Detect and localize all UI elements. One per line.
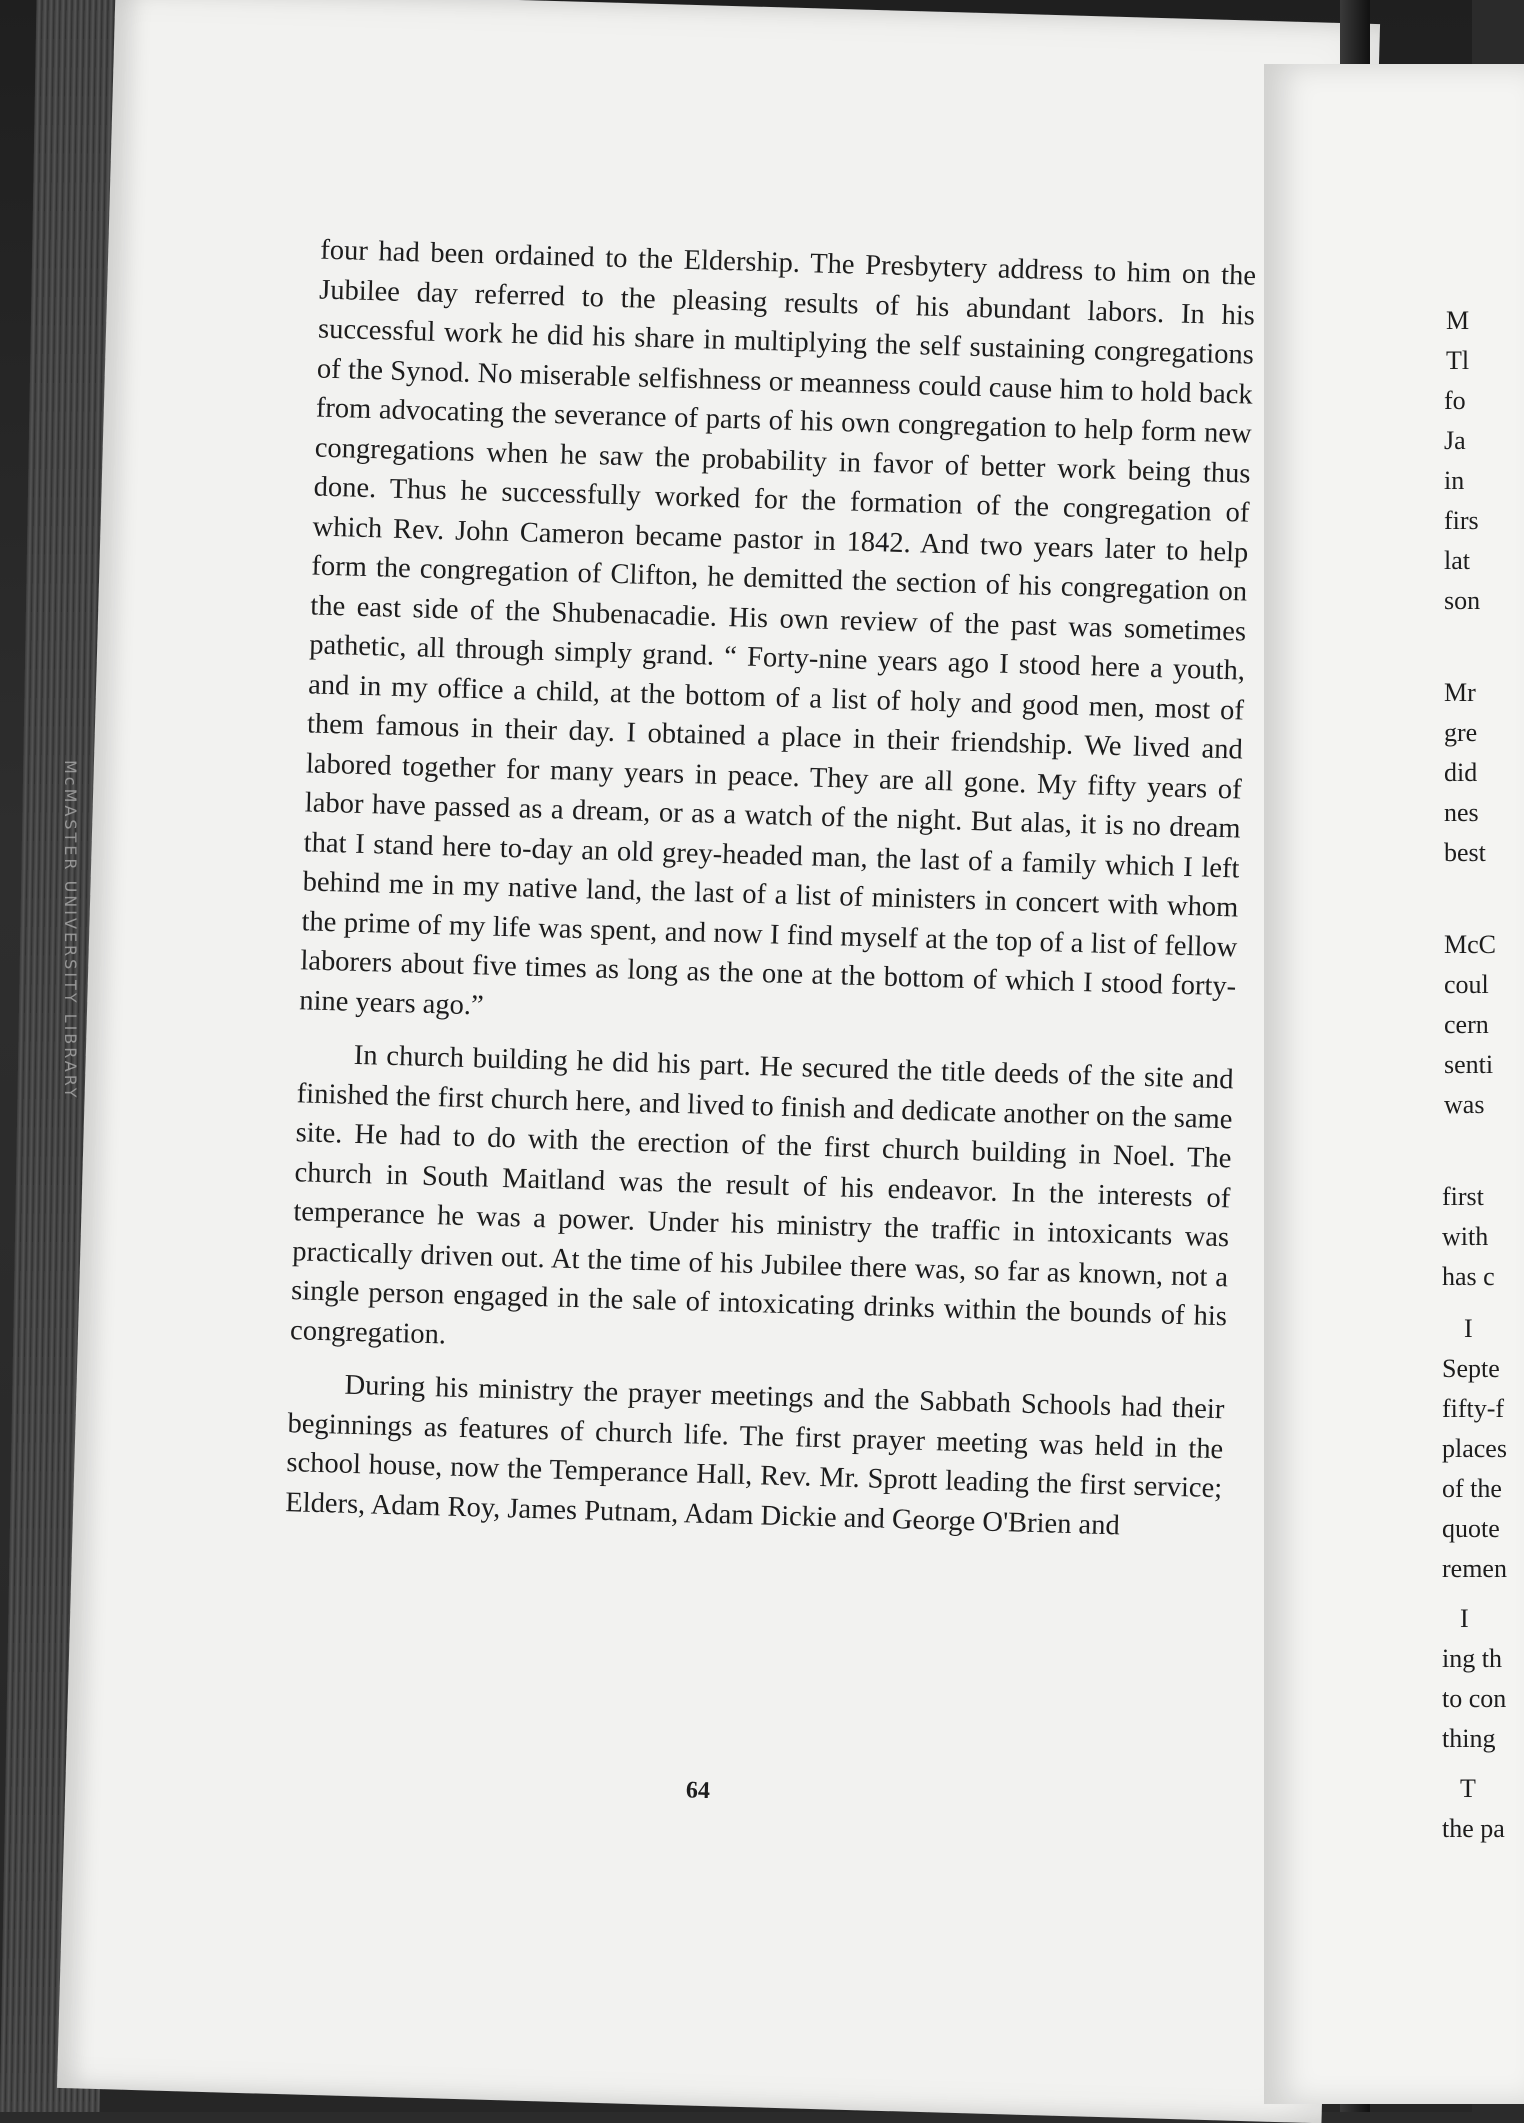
- fragment: Mr: [1444, 678, 1476, 707]
- spine-label: McMASTER UNIVERSITY LIBRARY: [61, 760, 80, 1101]
- fragment: quote: [1442, 1514, 1500, 1543]
- fragment: I: [1460, 1604, 1469, 1633]
- fragment: I: [1464, 1314, 1473, 1343]
- fragment: cern: [1444, 1010, 1489, 1039]
- fragment: nes: [1444, 798, 1479, 827]
- fragment: fo: [1444, 386, 1466, 415]
- fragment: remen: [1442, 1554, 1507, 1583]
- fragment: thing: [1442, 1724, 1496, 1753]
- fragment: to con: [1442, 1684, 1507, 1713]
- fragment: coul: [1444, 970, 1489, 999]
- paragraph-3: During his ministry the prayer meetings and the Sabbath Schools had their beginnings as features of church life. The first prayer meeting was held in the school house, now the Temperance Hall, Rev. Mr. Sprott leading the first service; Elders, Adam Roy, James Putnam, Adam Dickie and George O'Brien and: [284, 1369, 1225, 1541]
- page-number: 64: [685, 1777, 711, 1805]
- right-page-fragments: [1264, 64, 1507, 2104]
- fragment: senti: [1444, 1050, 1494, 1079]
- fragment: son: [1444, 586, 1481, 615]
- fragment: firs: [1444, 506, 1479, 535]
- paragraph-1: four had been ordained to the Eldership. The Presbytery address to him on the Jubilee day referred to the pleasing results of his abundant labors. In his successful work he did his share in multiplying the self sustaining congregations of the Synod. No miserable selfishness or meanness could cause him to hold back from advocating the severance of parts of his own congregation to help form new congregations when he saw the probability in favor of better work being thus done. Thus he successfully worked for the formation of the congregation of which Rev. John Cameron became pastor in 1842. And two years later to help form the congregation of Clifton, he demitted the section of his congregation on the east side of the Shubenacadie. His own review of the past was sometimes pathetic, all through simply grand. “ Forty-nine years ago I stood here a youth, and in my office a child, at the bottom of a list of holy and good men, most of them famous in their day. I obtained a place in their friendship. We lived and labored together for many years in peace. They are all gone. My fifty years of labor have passed as a dream, or as a watch of the night. But alas, it is no dream that I stand here to-day an old grey-headed man, the last of a family which I left behind me in my native land, the last of a list of ministers in concert with whom the prime of my life was spent, and now I find myself at the top of a list of fellow laborers about five times as long as the one at the bottom of which I stood forty-nine years ago.”: [298, 234, 1257, 1021]
- fragment: the pa: [1442, 1814, 1505, 1843]
- page-body: [285, 231, 1257, 1549]
- fragment: ing th: [1442, 1644, 1502, 1673]
- paragraph-2: In church building he did his part. He secured the title deeds of the site and finished the first church here, and lived to finish and dedicate another on the same site. He had to do with the erection of the first church building in Noel. The church in South Maitland was the result of his endeavor. In the interests of temperance he was a power. Under his ministry the traffic in intoxicants was practically driven out. At the time of his Jubilee there was, so far as known, not a single person engaged in the sale of intoxicating drinks within the bounds of his congregation.: [289, 1039, 1234, 1350]
- fragment: of the: [1442, 1474, 1502, 1503]
- fragment: was: [1444, 1090, 1485, 1119]
- fragment: McC: [1444, 930, 1496, 959]
- fragment: best: [1444, 838, 1486, 867]
- fragment: has c: [1442, 1262, 1495, 1291]
- fragment: places: [1442, 1434, 1507, 1463]
- fragment: did: [1444, 758, 1478, 787]
- left-page: [57, 0, 1380, 2123]
- fragment: gre: [1444, 718, 1478, 747]
- fragment: T: [1460, 1774, 1476, 1803]
- fragment: Septe: [1442, 1354, 1500, 1383]
- fragment: Ja: [1444, 426, 1466, 455]
- fragment: in: [1444, 466, 1465, 495]
- fragment: with: [1442, 1222, 1489, 1251]
- right-page-partial: [1264, 64, 1524, 2104]
- fragment: Tl: [1446, 346, 1470, 375]
- fragment: lat: [1444, 546, 1470, 575]
- fragment: fifty-f: [1442, 1394, 1505, 1423]
- fragment: first: [1442, 1182, 1484, 1211]
- fragment: M: [1446, 306, 1470, 335]
